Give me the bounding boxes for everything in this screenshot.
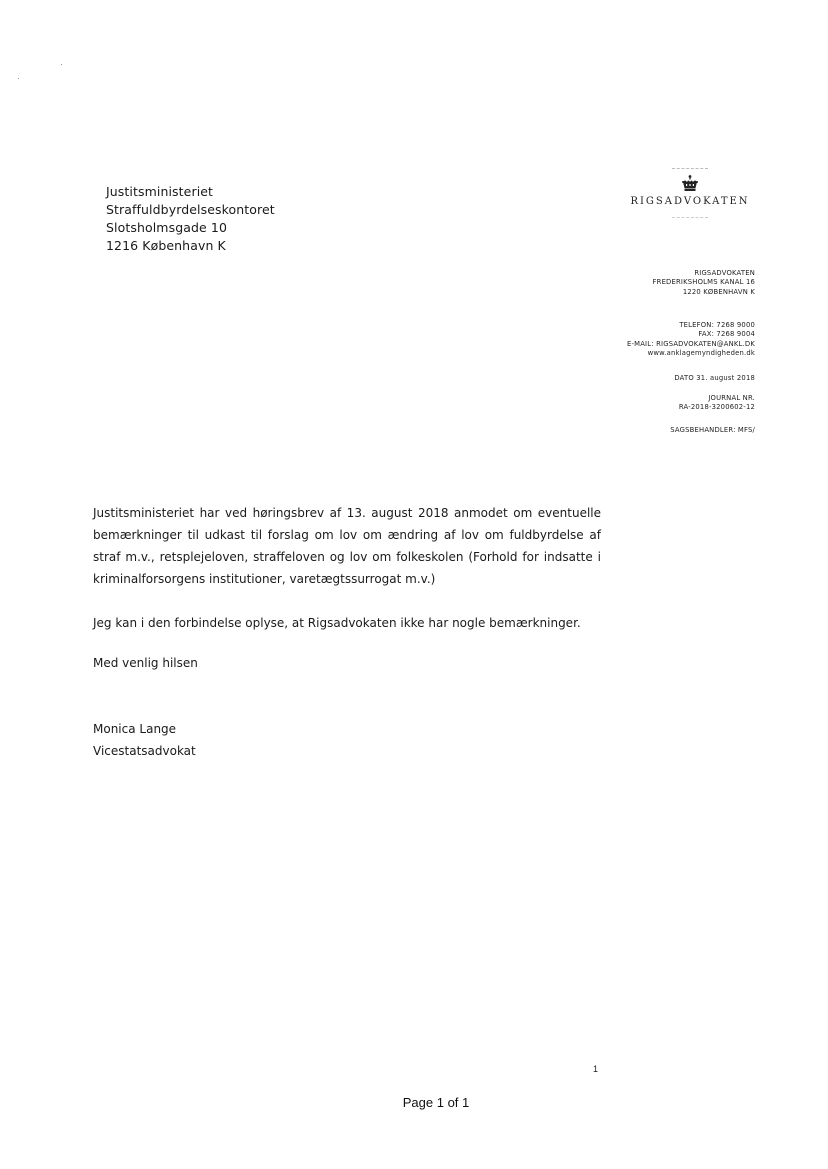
sender-fax: FAX: 7268 9004 — [698, 330, 755, 339]
sender-line: 1220 KØBENHAVN K — [682, 287, 755, 296]
recipient-line: 1216 København K — [106, 238, 226, 253]
case-handler: SAGSBEHANDLER: MFS/ — [670, 426, 755, 434]
sender-address — [653, 269, 755, 297]
body-paragraph: Jeg kan i den forbindelse oplyse, at Rigsadvokaten ikke har nogle bemærkninger. — [93, 616, 581, 630]
sender-line: RIGSADVOKATEN — [694, 269, 755, 277]
recipient-line: Straffuldbyrdelseskontoret — [106, 202, 275, 217]
logo-divider-bottom — [672, 217, 708, 219]
letter-date: DATO 31. august 2018 — [674, 374, 755, 382]
body-paragraph: Justitsministeriet har ved høringsbrev af 13. august 2018 anmodet om eventuelle bemærkninger til udkast til forslag om lov om ændring af lov om fuldbyrdelse af straf m.v., retsplejeloven, straffeloven og lov om folkeskolen (Forhold for indsatte i kriminalforsorgens institutioner, varetægtssurrogat m.v.) — [93, 506, 601, 586]
sender-email: E-MAIL: RIGSADVOKATEN@ANKL.DK — [627, 339, 755, 348]
signature-name: Monica Lange — [93, 722, 177, 736]
signature-title: Vicestatsadvokat — [93, 744, 196, 758]
recipient-address — [106, 183, 275, 255]
sender-website: www.anklagemyndigheden.dk — [647, 349, 755, 358]
journal-block — [679, 394, 755, 413]
closing-greeting: Med venlig hilsen — [93, 656, 198, 670]
logo-divider-top — [672, 168, 708, 170]
recipient-line: Justitsministeriet — [106, 184, 214, 199]
page-number: 1 — [593, 1064, 599, 1074]
sender-phone: TELEFON: 7268 9000 — [679, 321, 755, 329]
scan-speck — [61, 64, 62, 65]
scan-speck — [18, 78, 19, 79]
sender-contact — [627, 321, 755, 359]
logo-name: RIGSADVOKATEN — [630, 196, 750, 207]
journal-number: RA-2018-3200602-12 — [678, 403, 755, 412]
crown-icon — [680, 174, 700, 194]
sender-line: FREDERIKSHOLMS KANAL 16 — [652, 278, 755, 287]
page-footer: Page 1 of 1 — [402, 1095, 470, 1110]
journal-label: JOURNAL NR. — [708, 394, 755, 402]
recipient-line: Slotsholmsgade 10 — [106, 220, 227, 235]
rigsadvokaten-logo — [620, 168, 760, 219]
